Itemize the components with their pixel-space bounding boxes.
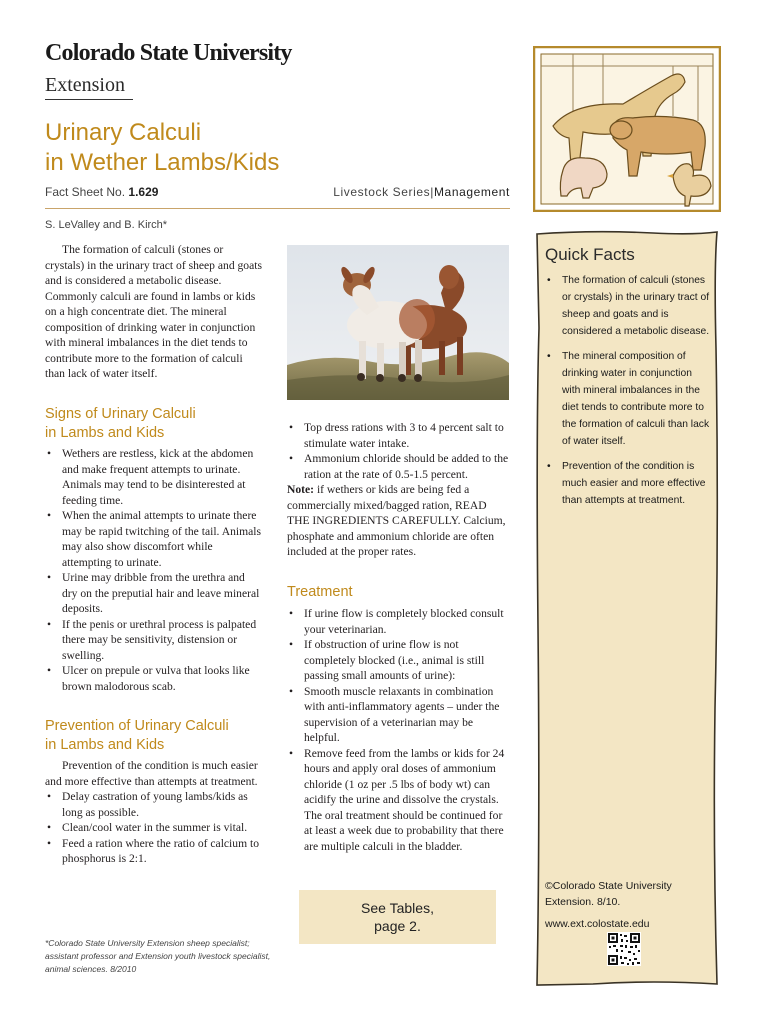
list-item: • Prevention of the condition is much easier and more effective than attempts at treatment.	[545, 458, 710, 509]
list-item: • Ammonium chloride should be added to the ration at the rate of 0.5-1.5 percent.	[287, 451, 509, 482]
website-link[interactable]: www.ext.colostate.edu	[545, 918, 650, 930]
fact-sheet-number: 1.629	[128, 185, 159, 199]
note-paragraph	[287, 482, 509, 560]
see-tables-line-1: See Tables,	[361, 900, 434, 916]
copyright-text: ©Colorado State University Extension. 8/10.	[545, 880, 672, 908]
extension-label: Extension	[45, 74, 125, 96]
list-item: • If the penis or urethral process is palpated there may be sensitivity, distension or swelling.	[45, 617, 263, 664]
page-title	[45, 118, 279, 178]
quick-facts-title: Quick Facts	[545, 245, 635, 264]
note-text: if wethers or kids are being fed a commercially mixed/bagged ration, READ THE INGREDIENTS CAREFULLY. Calcium, phosphate and ammonium chloride are often included at the proper rates.	[287, 483, 506, 558]
fact-sheet-line	[45, 185, 510, 199]
livestock-drawing	[533, 46, 721, 212]
list-item: • Urine may dribble from the urethra and dry on the preputial hair and leave mineral deposits.	[45, 570, 263, 617]
treatment-heading: Treatment	[287, 584, 353, 600]
series-topic: Management	[433, 185, 510, 199]
intro-paragraph: The formation of calculi (stones or crystals) in the urinary tract of sheep and goats and is considered a metabolic disease. Commonly calculi are found in lambs or kids on a high concentrate diet. The mineral composition of drinking water in conjunction with mineral imbalances in the diet tends to contribute more to the formation of calculi than lack of water itself.	[45, 243, 262, 380]
list-item: • The formation of calculi (stones or crystals) in the urinary tract of sheep and goats and is considered a metabolic disease.	[545, 272, 710, 340]
list-item: • Smooth muscle relaxants in combination with anti-inflammatory agents – under the supervision of a veterinarian may be helpful.	[287, 684, 509, 746]
list-item: • Remove feed from the lambs or kids for 24 hours and apply oral doses of ammonium chloride (1 oz per .5 lbs of body wt) can acidify the urine and dissolve the crystals. The oral treatment should be continued for at least a week due to probability that there are multiple calculi in the bladder.	[287, 746, 509, 855]
lambs-photo-illustration	[287, 245, 509, 400]
list-item: • Wethers are restless, kick at the abdomen and make frequent attempts to urinate. Animals may tend to be disinterested at feeding time.	[45, 446, 263, 508]
treatment-list	[287, 606, 509, 854]
list-item: • Top dress rations with 3 to 4 percent salt to stimulate water intake.	[287, 420, 509, 451]
series-label	[333, 185, 510, 199]
list-item: • Feed a ration where the ratio of calcium to phosphorus is 2:1.	[45, 836, 263, 867]
list-item: • The mineral composition of drinking water in conjunction with mineral imbalances in the diet tends to contribute more to the formation of calculi than lack of water itself.	[545, 348, 710, 450]
series-name: Livestock Series	[333, 185, 431, 199]
authors: S. LeValley and B. Kirch*	[45, 219, 168, 231]
copyright-block	[545, 878, 715, 932]
title-line-1: Urinary Calculi	[45, 119, 202, 146]
list-item: • If urine flow is completely blocked consult your veterinarian.	[287, 606, 509, 637]
see-tables-line-2: page 2.	[374, 918, 421, 934]
series-separator: |	[430, 185, 434, 199]
prevention-heading: Prevention of Urinary Calculi in Lambs and Kids	[45, 718, 229, 753]
header-rule	[45, 208, 510, 209]
university-name: Colorado State University	[45, 40, 292, 66]
prevention-section	[45, 758, 263, 867]
qr-code-icon[interactable]	[607, 932, 641, 966]
fact-sheet-label: Fact Sheet No.	[45, 185, 126, 199]
quick-facts-list	[545, 272, 710, 517]
list-item: • Ulcer on prepule or vulva that looks like brown malodorous scab.	[45, 663, 263, 694]
list-item: • If obstruction of urine flow is not completely blocked (i.e., animal is still passing small amounts of urine):	[287, 637, 509, 684]
signs-list	[45, 446, 263, 694]
prevention-intro: Prevention of the condition is much easier and more effective than attempts at treatment.	[45, 759, 258, 788]
qr-code-graphic	[607, 932, 641, 966]
list-item: • Delay castration of young lambs/kids as long as possible.	[45, 789, 263, 820]
middle-column-text	[287, 420, 509, 560]
list-item: • When the animal attempts to urinate there may be rapid twitching of the tail. Animals may also show discomfort while attempting to urinate.	[45, 508, 263, 570]
see-tables-box	[299, 890, 496, 944]
note-label: Note:	[287, 483, 315, 496]
extension-underline	[45, 99, 133, 100]
lambs-photo	[287, 245, 509, 400]
list-item: • Clean/cool water in the summer is vital.	[45, 820, 263, 836]
signs-heading: Signs of Urinary Calculi in Lambs and Kids	[45, 406, 196, 441]
author-footnote: *Colorado State University Extension sheep specialist; assistant professor and Extension youth livestock specialist, animal sciences. 8/2010	[45, 938, 271, 974]
livestock-illustration	[533, 46, 721, 212]
title-line-2: in Wether Lambs/Kids	[45, 149, 280, 176]
